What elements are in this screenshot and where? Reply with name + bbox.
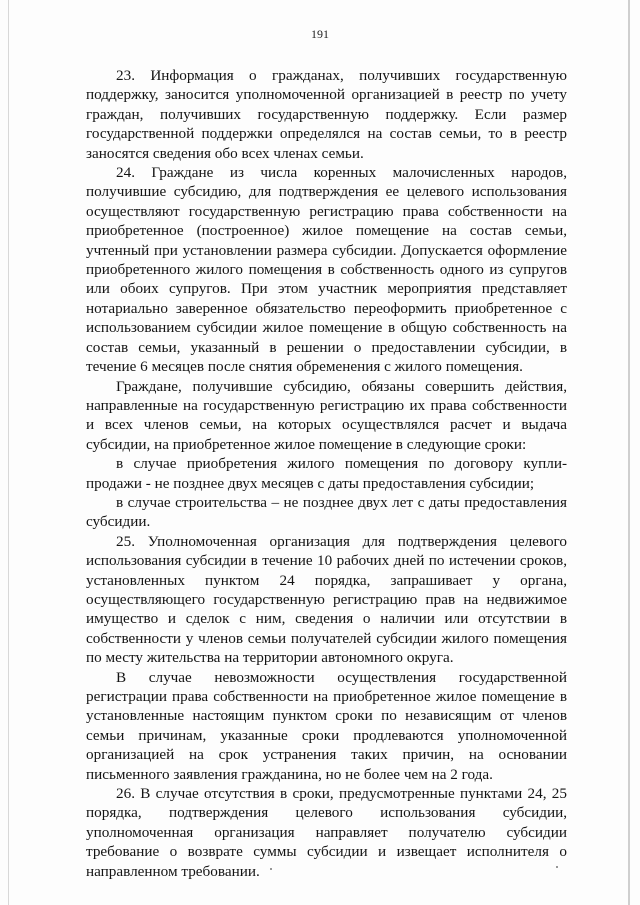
paragraph-25: 25. Уполномоченная организация для подтверждения целевого использования субсидии в течение 10 рабочих дней по истечении сроков, установленных пунктом 24 порядка, запрашивает у органа, осуществляющего государственную регистрацию прав на недвижимое имущество и сделок с ним, сведения о наличии или отсутствии в собственности у членов семьи получателей субсидии жилого помещения по месту жительства на территории автономного округа. [86, 532, 567, 667]
scan-edge-left [8, 0, 9, 905]
paragraph-24-registration: Граждане, получившие субсидию, обязаны совершить действия, направленные на государственную регистрацию их права собственности и всех членов семьи, на которых осуществлялся расчет и выдача субсидии, на приобретенное жилое помещение в следующие сроки: [86, 377, 567, 453]
scan-speck [270, 868, 272, 870]
paragraph-25-extension: В случае невозможности осуществления государственной регистрации права собственности на приобретенное жилое помещение в установленные настоящим пунктом сроки по независящим от членов семьи причинам, указанные сроки продлеваются уполномоченной организацией на срок устранения таких причин, на основании письменного заявления гражданина, но не более чем на 2 года. [86, 668, 567, 783]
scan-speck [556, 866, 558, 868]
page-number: 191 [311, 27, 329, 41]
paragraph-26: 26. В случае отсутствия в сроки, предусмотренные пунктами 24, 25 порядка, подтверждения целевого использования субсидии, уполномоченная организация направляет получателю субсидии требование о возврате суммы субсидии и извещает исполнителя о направленном требовании. [86, 785, 567, 880]
paragraph-23: 23. Информация о гражданах, получивших государственную поддержку, заносится уполномоченной организацией в реестр по учету граждан, получивших государственную поддержку. Если размер государственной поддержки определялся на состав семьи, то в реестр заносятся сведения обо всех членах семьи. [86, 67, 567, 162]
paragraph-24-construction-term: в случае строительства – не позднее двух лет с даты предоставления субсидии. [86, 493, 567, 531]
paragraph-24: 24. Граждане из числа коренных малочисленных народов, получившие субсидию, для подтверждения ее целевого использования осуществляют государственную регистрацию права собственности на приобретенное (построенное) жилое помещение на состав семьи, учтенный при установлении размера субсидии. Допускается оформление приобретенного жилого помещения в собственность одного из супругов или обоих супругов. При этом участник мероприятия представляет нотариально заверенное обязательство переоформить приобретенное с использованием субсидии жилое помещение в общую собственность на состав семьи, указанный в решении о предоставлении субсидии, в течение 6 месяцев после снятия обременения с жилого помещения. [86, 164, 567, 376]
document-body [86, 66, 567, 881]
paragraph-24-purchase-term: в случае приобретения жилого помещения по договору купли-продажи - не позднее двух месяцев с даты предоставления субсидии; [86, 455, 567, 492]
scan-edge-right [628, 0, 630, 905]
